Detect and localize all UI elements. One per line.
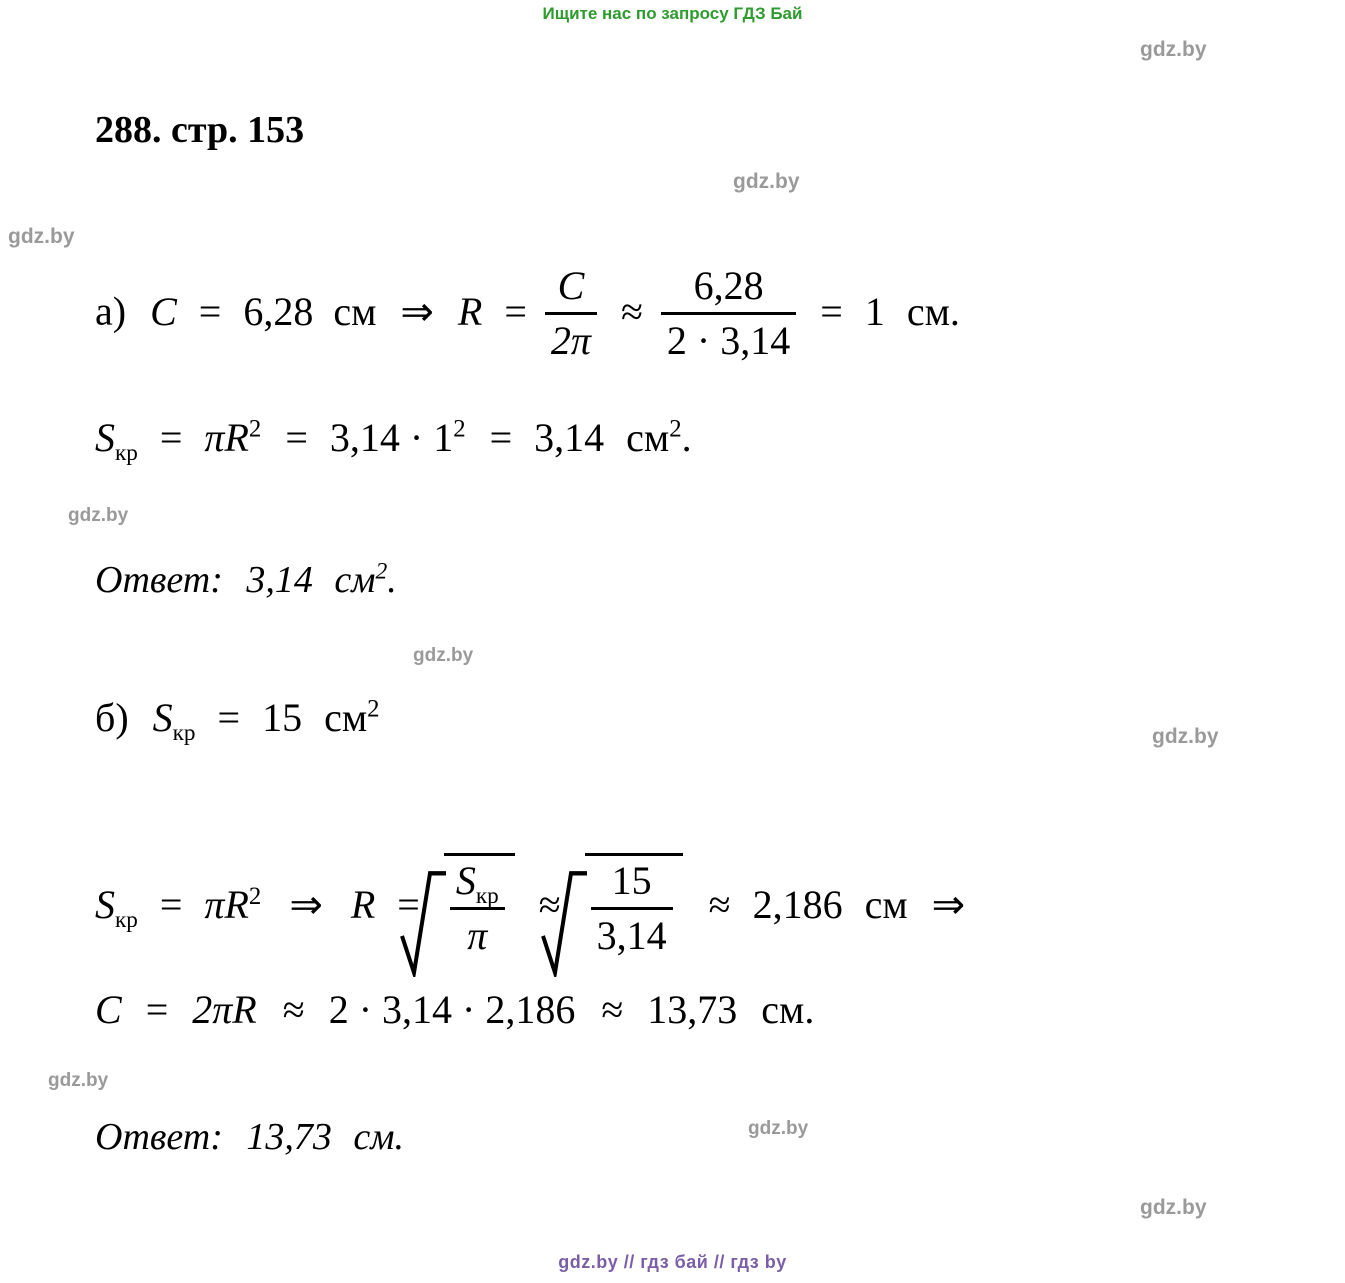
area-subscript: кр [115,907,138,934]
area-unit: см [626,415,670,460]
fraction-bar [545,312,597,315]
radical-sign-icon [538,869,587,977]
radical-sign-icon [400,869,446,977]
watermark: gdz.by [748,1118,809,1139]
part-a-radius-equation [95,265,960,366]
watermark: gdz.by [413,645,474,666]
part-b-unit-power: 2 [367,695,380,723]
equals-sign: = [198,288,222,334]
circumference-step: 2 · 3,14 · 2,186 [328,987,576,1032]
fraction-numerator: 6,28 [693,263,764,308]
equals-sign: = [145,987,169,1032]
area-formula: πR [204,882,249,928]
area-step1: 3,14 · 1 [329,415,454,460]
part-a-result-letter: R [457,288,483,334]
area-formula: πR [204,415,249,460]
part-b-value: 15 [262,695,303,740]
radius-value: 2,186 [752,882,843,928]
task-number: 288. стр. 153 [95,109,305,151]
equals-sign: = [159,882,183,928]
part-a-marker: а) [95,288,127,334]
equals-sign: = [820,288,843,334]
part-b-subscript: кр [172,720,196,746]
top-promo-text: Ищите нас по запросу ГДЗ Бай [542,4,803,23]
watermark: gdz.by [1152,725,1219,748]
part-a-area-equation [95,415,692,466]
part-b-radius-equation [95,855,965,963]
area-formula-power: 2 [248,882,262,910]
area-result: 3,14 [534,415,605,460]
part-b-marker: б) [95,695,129,740]
approx-sign: ≈ [620,288,643,334]
part-a-unit: см [333,288,377,334]
approx-sign: ≈ [282,987,305,1032]
radical-content [585,853,683,961]
equals-sign: = [217,695,241,740]
fraction-denominator: 2 · 3,14 [666,318,791,363]
watermark: gdz.by [48,1070,109,1091]
equals-sign: = [489,415,513,460]
part-a-final-unit: см. [906,288,960,334]
part-a-final-value: 1 [864,288,885,334]
answer-b [95,1115,404,1159]
period: . [387,559,397,601]
equals-sign: = [159,415,183,460]
answer-value: 3,14 [246,559,313,601]
watermark: gdz.by [8,225,75,248]
part-b-given [95,695,380,746]
period: . [681,415,692,460]
part-a-given-value: 6,28 [243,288,314,334]
answer-value: 13,73 [246,1116,332,1158]
circumference-letter: C [95,987,122,1032]
numerator-subscript: кр [475,883,499,909]
radius-unit: см [864,882,908,928]
answer-label: Ответ: [95,559,223,601]
fraction-bar [591,907,673,910]
part-b-circumference-equation [95,987,815,1032]
approx-sign: ≈ [601,987,624,1032]
part-b-symbol: S [152,695,173,740]
implies-sign: ⇒ [400,288,434,334]
radical-15-over-314 [585,853,683,961]
area-subscript: кр [115,440,138,466]
circumference-result: 13,73 [647,987,738,1032]
equals-sign: = [397,882,420,928]
fraction-numerator: C [557,263,585,308]
numerator-symbol: S [455,858,476,903]
area-unit-power: 2 [669,415,682,443]
circumference-formula: 2πR [192,987,257,1032]
part-b-unit: см [324,695,368,740]
fraction-numerator [450,858,505,909]
watermark: gdz.by [1140,38,1207,61]
approx-sign: ≈ [538,882,561,928]
answer-a [95,558,397,602]
fraction-s-over-pi [450,858,505,959]
fraction-15-over-314 [591,858,673,959]
fraction-denominator: 3,14 [596,913,667,958]
circumference-unit: см. [761,987,815,1032]
fraction-denominator: 2π [550,318,591,363]
watermark: gdz.by [1140,1196,1207,1219]
fraction-628-over-2x314 [661,263,796,364]
answer-unit: см [334,559,376,601]
answer-unit: см. [353,1116,404,1158]
answer-unit-power: 2 [375,558,388,585]
fraction-numerator: 15 [611,858,652,903]
radical-content [444,853,515,961]
watermark: gdz.by [733,170,800,193]
approx-sign: ≈ [708,882,731,928]
bottom-promo-text: gdz.by // гдз бай // гдз by [558,1252,787,1272]
fraction-c-over-2pi [545,263,597,364]
fraction-denominator: π [467,913,488,958]
answer-label: Ответ: [95,1116,223,1158]
area-symbol: S [95,882,115,928]
implies-sign: ⇒ [289,882,323,928]
area-step1-power: 2 [453,415,466,443]
watermark: gdz.by [68,505,129,526]
implies-sign: ⇒ [931,882,966,928]
area-symbol: S [95,415,115,460]
radical-s-over-pi [444,853,515,961]
equals-sign: = [285,415,308,460]
radius-letter: R [350,882,376,928]
area-formula-power: 2 [248,415,262,443]
fraction-bar [661,312,796,315]
part-a-given-letter: C [150,288,177,334]
equals-sign: = [504,288,527,334]
